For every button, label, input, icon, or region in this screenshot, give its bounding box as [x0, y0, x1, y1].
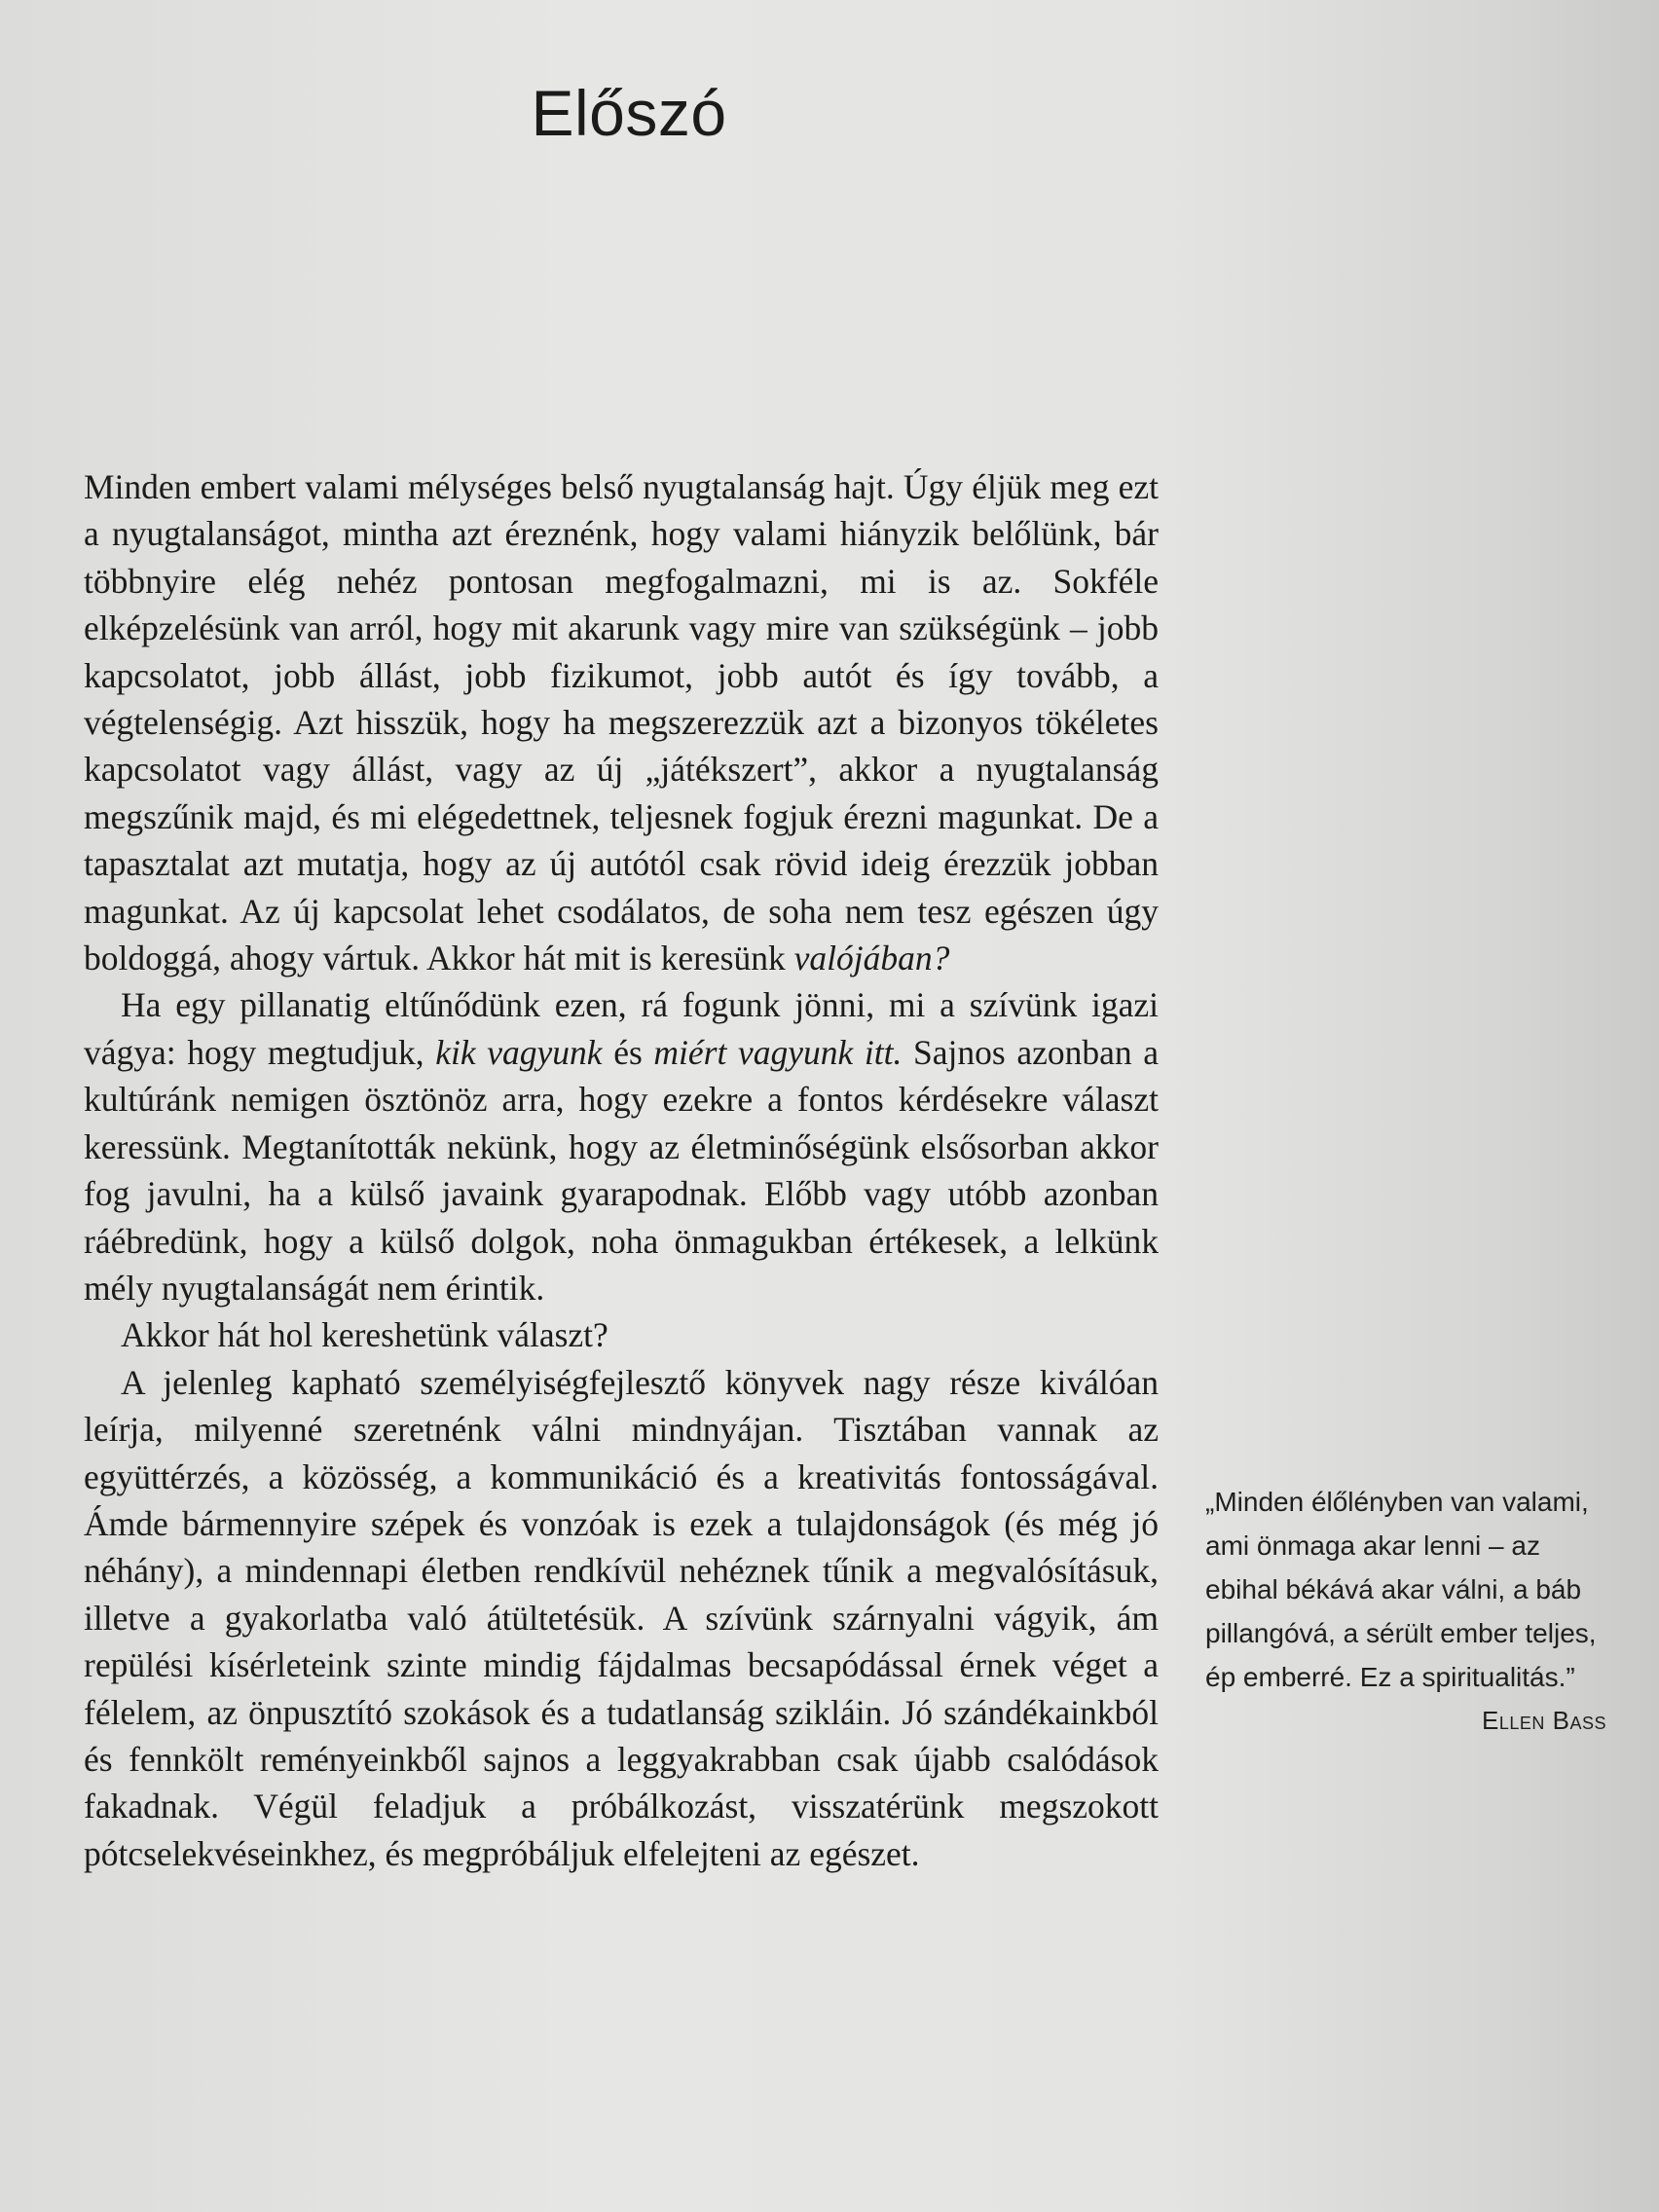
body-paragraph [84, 981, 1159, 1311]
italic-run: kik vagyunk [435, 1032, 603, 1072]
body-paragraph [84, 1311, 1159, 1358]
italic-run: miért vagyunk itt. [653, 1032, 903, 1072]
sidebar-quote [1205, 1480, 1614, 1743]
text-run: Ha egy pillanatig eltűnődünk ezen, rá fogunk jönni, mi a szívünk igazi vágya: hogy megtudjuk, [84, 985, 1159, 1072]
show-through-right [1207, 107, 1616, 516]
italic-run: valójában? [793, 939, 950, 978]
quote-author: Ellen Bass [1482, 1706, 1606, 1735]
text-run: A jelenleg kapható személyiségfejlesztő könyvek nagy része kiválóan leírja, milyenné szeretnénk válni mindnyájan. Tisztában vannak az együttérzés, a közösség, a kommunikáció és a kreativitás fontosságával. Ámde bármennyire szépek és vonzóak is ezek a tulajdonságok (és még jó néhány), a mindennapi életben rendkívül nehéznek tűnik a megvalósításuk, illetve a gyakorlatba való átültetésük. A szívünk szárnyalni vágyik, ám repülési kísérleteink szinte mindig fájdalmas becsapódással érnek véget a félelem, az önpusztító szokások és a tudatlanság szikláin. Jó szándékainkból és fennkölt reményeinkből sajnos a leggyakrabban csak újabb csalódások fakadnak. Végül feladjuk a próbálkozást, visszatérünk megszokott pótcselekvéseinkhez, és megpróbáljuk elfelejteni az egészet. [84, 1362, 1159, 1873]
text-run: Minden embert valami mélységes belső nyugtalanság hajt. Úgy éljük meg ezt a nyugtalanságot, mintha azt éreznénk, hogy valami hiányzik belőlünk, bár többnyire elég nehéz pontosan megfogalmazni, mi is az. Sokféle elképzelésünk van arról, hogy mit akarunk vagy mire van szükségünk – jobb kapcsolatot, jobb állást, jobb fizikumot, jobb autót és így tovább, a végtelenségig. Azt hisszük, hogy ha megszerezzük azt a bizonyos tökéletes kapcsolatot vagy állást, vagy az új „játékszert”, akkor a nyugtalanság megszűnik majd, és mi elégedettnek, teljesnek fogjuk érezni magunkat. De a tapasztalat azt mutatja, hogy az új autótól csak rövid ideig érezzük jobban magunkat. Az új kapcsolat lehet csodálatos, de soha nem tesz egészen úgy boldoggá, ahogy vártuk. Akkor hát mit is keresünk [84, 467, 1159, 978]
text-run: Sajnos azonban a kultúránk nemigen ösztönöz arra, hogy ezekre a fontos kérdésekre választ keressünk. Megtanították nekünk, hogy az életminőségünk elsősorban akkor fog javulni, ha a külső javaink gyarapodnak. Előbb vagy utóbb azonban ráébredünk, hogy a külső dolgok, noha önmagukban értékesek, a lelkünk mély nyugtalanságát nem érintik. [84, 1032, 1159, 1308]
body-paragraph [84, 1359, 1159, 1877]
body-paragraph [84, 463, 1159, 981]
text-run: és [602, 1032, 654, 1072]
page-title: Előszó [531, 77, 727, 149]
quote-text: „Minden élőlényben van valami, ami önmaga akar lenni – az ebihal békává akar válni, a báb pillangóvá, a sérült ember teljes, ép emberré. Ez a spiritualitás.” [1205, 1487, 1597, 1692]
text-run: Akkor hát hol kereshetünk választ? [121, 1315, 608, 1355]
body-text [84, 463, 1159, 1877]
